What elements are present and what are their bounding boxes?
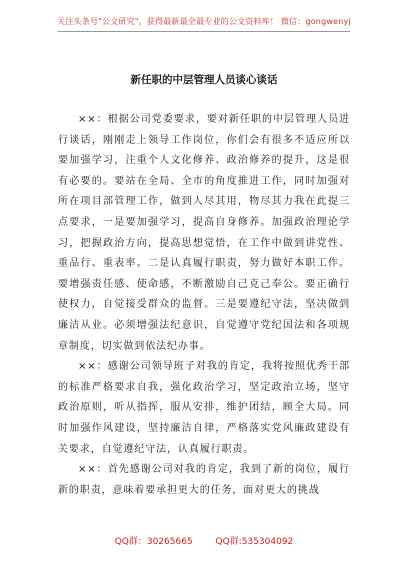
paragraph-3: ××：首先感谢公司对我的肯定，我到了新的岗位，履行新的职责，意味着要承担更大的任务，面对更大的挑战 <box>58 464 350 496</box>
document-body <box>58 110 350 501</box>
document-title: 新任职的中层管理人员谈心谈话 <box>130 74 278 86</box>
paragraph-2: ××：感谢公司领导班子对我的肯定，我将按照优秀干部的标准严格要求自我，强化政治学习，坚定政治立场，坚守政治原则，听从指挥，服从安排，维护团结，顾全大局。同时加强作风建设，坚持廉洁自律，严格落实党风廉政建设有关要求，自觉遵纪守法，认真履行职责。 <box>58 361 350 455</box>
footer-qq-group-1: QQ群：30265665 <box>114 537 193 547</box>
header-note: 关注头条号"公文研究"，获得最新最全最专业的公文资料库！ 微信：gongwenyj <box>57 17 351 26</box>
footer-note <box>0 534 408 547</box>
paragraph-1: ××：根据公司党委要求，要对新任职的中层管理人员进行谈话，刚刚走上领导工作岗位，你们会有很多不适应所以要加强学习，注重个人文化修养、政治修养的提升，这是很有必要的。要站在全局、全市的角度推进工作，同时加强对所在项目部管理工作，做到人尽其用，物尽其力我在此提三点要求，一是要加强学习，提高自身修养。加强政治理论学习，把握政治方向，提高思想觉悟，在工作中做到讲党性、重品行、重表率。二是认真履行职责，努力做好本职工作。要增强责任感、使命感，不断激励自己克己奉公。要正确行使权力，自觉接受群众的监督。三是要遵纪守法，坚决做到廉洁从业。必须增强法纪意识，自觉遵守党纪国法和各项规章制度，切实做到依法纪办事。 <box>58 114 350 352</box>
footer-qq-group-2: QQ群:535304092 <box>215 537 294 547</box>
header-divider <box>58 31 350 32</box>
